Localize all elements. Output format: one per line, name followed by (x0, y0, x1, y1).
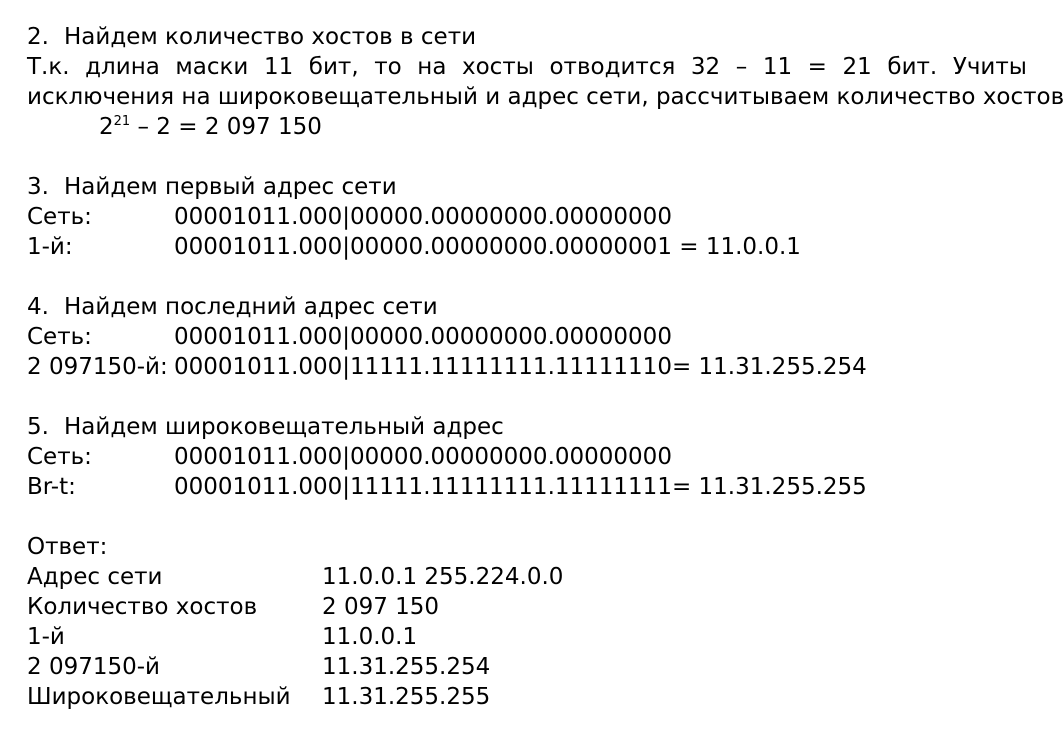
answer-value: 2 097 150 (322, 594, 440, 620)
section-4-heading (27, 292, 964, 322)
network-row (27, 322, 964, 352)
spacer (27, 142, 964, 172)
row-value: 00001011.000|00000.00000000.00000000 (174, 444, 672, 470)
row-value: 00001011.000|00000.00000000.00000001 = 11.0.0.1 (174, 234, 801, 260)
word: – (735, 54, 748, 80)
formula-result: – 2 = 2 097 150 (130, 114, 322, 140)
network-row (27, 442, 964, 472)
justified-words (27, 52, 1027, 82)
word: = (807, 54, 827, 80)
row-label: 2 097150-й: (27, 354, 168, 380)
row-label: Br-t: (27, 474, 76, 500)
answer-label: Количество хостов (27, 594, 258, 620)
answer-row (27, 592, 964, 622)
section-5-number: 5. (27, 414, 49, 440)
row-label: 1-й: (27, 234, 73, 260)
hosts-formula (27, 112, 964, 142)
section-2-title: Найдем количество хостов в сети (64, 24, 477, 50)
row-label: Сеть: (27, 444, 92, 470)
word: 21 (842, 54, 872, 80)
broadcast-row (27, 472, 964, 502)
section-2-paragraph-line-1 (27, 52, 1027, 82)
section-2-number: 2. (27, 24, 49, 50)
row-value: 00001011.000|11111.11111111.11111110= 11.31.255.254 (174, 354, 867, 380)
row-label: Сеть: (27, 204, 92, 230)
answer-value: 11.31.255.255 (322, 684, 491, 710)
word: на (417, 54, 447, 80)
word: длина (85, 54, 160, 80)
section-2-paragraph-line-2: исключения на широковещательный и адрес сети, рассчитываем количество хостов (27, 84, 1064, 110)
spacer (27, 502, 964, 532)
word: Т.к. (27, 54, 70, 80)
word: хосты (462, 54, 534, 80)
word: маски (175, 54, 249, 80)
section-2-heading (27, 22, 964, 52)
answer-label: 2 097150-й (27, 654, 160, 680)
last-address-row (27, 352, 964, 382)
section-3-title: Найдем первый адрес сети (64, 174, 397, 200)
row-value: 00001011.000|00000.00000000.00000000 (174, 204, 672, 230)
answer-value: 11.0.0.1 255.224.0.0 (322, 564, 564, 590)
answer-label: Широковещательный (27, 684, 291, 710)
row-label: Сеть: (27, 324, 92, 350)
word: бит, (308, 54, 359, 80)
section-3-number: 3. (27, 174, 49, 200)
answer-value: 11.31.255.254 (322, 654, 491, 680)
row-value: 00001011.000|00000.00000000.00000000 (174, 324, 672, 350)
first-address-row (27, 232, 964, 262)
word: то (374, 54, 402, 80)
section-4-number: 4. (27, 294, 49, 320)
word: 32 (690, 54, 721, 80)
section-3-heading (27, 172, 964, 202)
answer-row (27, 562, 964, 592)
word: 11 (263, 54, 294, 80)
spacer (27, 262, 964, 292)
answer-row (27, 652, 964, 682)
row-value: 00001011.000|11111.11111111.11111111= 11.31.255.255 (174, 474, 867, 500)
section-5-heading (27, 412, 964, 442)
answer-value: 11.0.0.1 (322, 624, 418, 650)
section-5-title: Найдем широковещательный адрес (64, 414, 504, 440)
word: 11 (762, 54, 793, 80)
answer-label: Адрес сети (27, 564, 163, 590)
document-page (27, 22, 1064, 712)
spacer (27, 382, 964, 412)
network-row (27, 202, 964, 232)
section-4-title: Найдем последний адрес сети (64, 294, 438, 320)
word: бит. (887, 54, 938, 80)
formula-base: 2 (99, 114, 114, 140)
formula-exponent: 21 (113, 114, 131, 129)
answer-label: 1-й (27, 624, 65, 650)
word: отводится (549, 54, 676, 80)
answer-title: Ответ: (27, 534, 108, 560)
answer-row (27, 682, 964, 712)
word: Учиты (952, 54, 1027, 80)
answer-row (27, 622, 964, 652)
